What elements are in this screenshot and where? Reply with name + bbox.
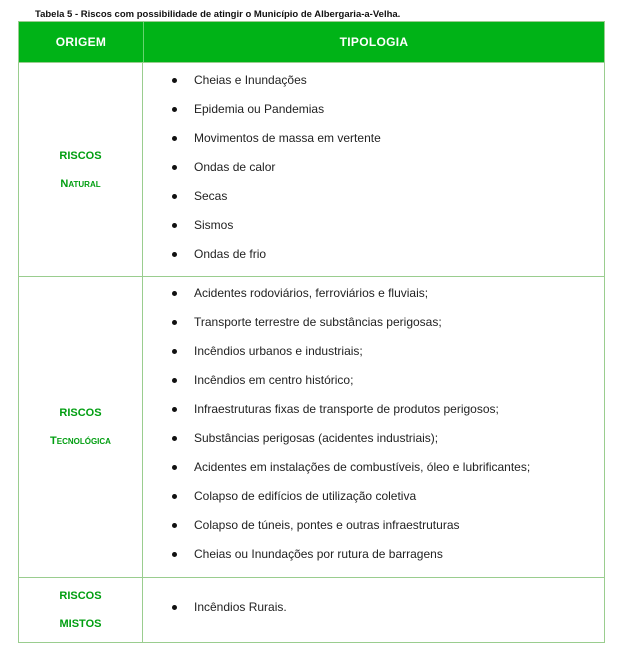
origem-sublabel: Tecnológica bbox=[50, 435, 111, 447]
list-item: Incêndios urbanos e industriais; bbox=[143, 337, 604, 366]
header-origem: ORIGEM bbox=[55, 35, 107, 49]
list-item: Cheias e Inundações bbox=[143, 66, 604, 95]
origem-cell-natural bbox=[19, 63, 143, 276]
bullet-icon bbox=[172, 291, 177, 296]
table-row-natural bbox=[19, 62, 604, 276]
bullet-icon bbox=[172, 136, 177, 141]
bullet-icon bbox=[172, 523, 177, 528]
origem-sublabel: MISTOS bbox=[59, 618, 102, 630]
tipologia-cell-tecnologica bbox=[143, 277, 604, 577]
origem-label: RISCOS bbox=[59, 407, 102, 419]
bullet-icon bbox=[172, 107, 177, 112]
list-item: Colapso de edifícios de utilização coletiva bbox=[143, 482, 604, 511]
origem-cell-mistos bbox=[19, 578, 143, 642]
bullet-icon bbox=[172, 165, 177, 170]
bullet-icon bbox=[172, 465, 177, 470]
tipologia-list bbox=[143, 279, 604, 569]
list-item: Cheias ou Inundações por rutura de barragens bbox=[143, 540, 604, 569]
bullet-icon bbox=[172, 494, 177, 499]
tipologia-list bbox=[143, 593, 604, 622]
tipologia-list bbox=[143, 66, 604, 269]
list-item: Ondas de frio bbox=[143, 240, 604, 269]
list-item: Secas bbox=[143, 182, 604, 211]
bullet-icon bbox=[172, 194, 177, 199]
origem-cell-tecnologica bbox=[19, 277, 143, 577]
list-item: Substâncias perigosas (acidentes industriais); bbox=[143, 424, 604, 453]
origem-label: RISCOS bbox=[59, 149, 102, 162]
bullet-icon bbox=[172, 349, 177, 354]
bullet-icon bbox=[172, 407, 177, 412]
list-item: Acidentes em instalações de combustíveis, óleo e lubrificantes; bbox=[143, 453, 604, 482]
list-item: Transporte terrestre de substâncias perigosas; bbox=[143, 308, 604, 337]
table-row-tecnologica bbox=[19, 276, 604, 577]
origem-sublabel: Natural bbox=[60, 177, 101, 190]
bullet-icon bbox=[172, 378, 177, 383]
header-tipologia: TIPOLOGIA bbox=[339, 35, 409, 49]
list-item: Incêndios em centro histórico; bbox=[143, 366, 604, 395]
origem-label: RISCOS bbox=[59, 590, 102, 602]
list-item: Sismos bbox=[143, 211, 604, 240]
list-item: Colapso de túneis, pontes e outras infraestruturas bbox=[143, 511, 604, 540]
bullet-icon bbox=[172, 552, 177, 557]
bullet-icon bbox=[172, 223, 177, 228]
bullet-icon bbox=[172, 605, 177, 610]
tipologia-cell-natural bbox=[143, 63, 604, 276]
list-item: Infraestruturas fixas de transporte de produtos perigosos; bbox=[143, 395, 604, 424]
bullet-icon bbox=[172, 252, 177, 257]
list-item: Epidemia ou Pandemias bbox=[143, 95, 604, 124]
table-header bbox=[19, 22, 604, 62]
table-caption: Tabela 5 - Riscos com possibilidade de atingir o Município de Albergaria-a-Velha. bbox=[35, 9, 401, 20]
list-item: Movimentos de massa em vertente bbox=[143, 124, 604, 153]
list-item: Incêndios Rurais. bbox=[143, 593, 604, 622]
list-item: Acidentes rodoviários, ferroviários e fluviais; bbox=[143, 279, 604, 308]
bullet-icon bbox=[172, 320, 177, 325]
tipologia-cell-mistos bbox=[143, 578, 604, 642]
bullet-icon bbox=[172, 78, 177, 83]
table-row-mistos bbox=[19, 577, 604, 642]
risk-table bbox=[18, 21, 605, 643]
bullet-icon bbox=[172, 436, 177, 441]
list-item: Ondas de calor bbox=[143, 153, 604, 182]
